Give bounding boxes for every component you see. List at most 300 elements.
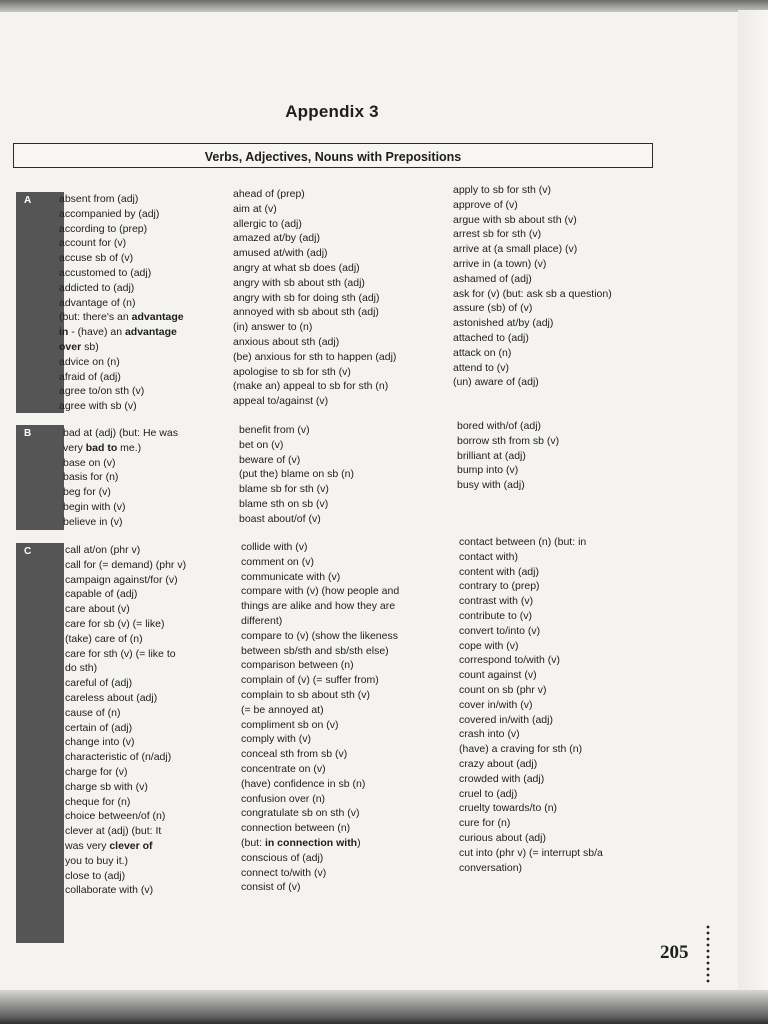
entry-text: charge for (v) [65, 765, 128, 778]
entry-text: call for (= demand) (phr v) [65, 558, 187, 571]
entry-line [241, 866, 399, 881]
entry-text: angry at what sb does (adj) [233, 261, 360, 274]
entry-text: beg for (v) [63, 486, 111, 499]
entry-text: confusion over (n) [241, 792, 326, 805]
entry-text: collide with (v) [241, 541, 308, 553]
entry-text: you to buy it.) [65, 854, 129, 867]
entry-line [59, 192, 184, 207]
entry-text: blame sb for sth (v) [239, 483, 329, 496]
entry-text: contact between (n) (but: in [459, 536, 587, 548]
page-title: Appendix 3 [285, 102, 379, 121]
entry-line [63, 470, 178, 485]
entry-line [65, 795, 186, 810]
entry-line [233, 261, 396, 276]
entry-text: content with (adj) [459, 565, 539, 578]
entry-line [241, 673, 399, 688]
entry-bold-text: in [59, 326, 69, 339]
entry-text: base on (v) [63, 456, 116, 469]
entry-line [65, 883, 186, 898]
entry-line [233, 217, 396, 232]
entry-text: contribute to (v) [459, 609, 532, 622]
entry-text: capable of (adj) [65, 588, 138, 601]
entry-text: accustomed to (adj) [59, 266, 152, 279]
entry-text: cut into (phr v) (= interrupt sb/a [459, 846, 603, 859]
entry-text: careless about (adj) [65, 691, 158, 704]
entry-text: ask for (v) (but: ask sb a question) [453, 287, 612, 300]
letter-tab-a [16, 192, 64, 413]
entry-line [459, 787, 603, 802]
entry-line [233, 291, 396, 306]
entry-text: complain of (v) (= suffer from) [241, 674, 379, 687]
section-banner [13, 143, 653, 168]
letter-tab-b [16, 425, 64, 530]
entry-line [453, 242, 612, 257]
entry-text: (but: [241, 836, 265, 849]
entry-line [233, 379, 396, 394]
entry-text: arrest sb for sth (v) [453, 228, 542, 241]
entry-line [453, 346, 612, 361]
entry-line [59, 236, 184, 251]
entry-text: contrast with (v) [459, 595, 534, 608]
entry-line [233, 202, 396, 217]
entry-text: (be) anxious for sth to happen (adj) [233, 350, 397, 363]
entry-text: conversation) [459, 861, 523, 874]
entry-line [59, 222, 184, 237]
entry-bold-text: over [59, 340, 82, 353]
entry-text: care for sth (v) (= like to [65, 647, 176, 660]
entry-bold-text: clever of [109, 839, 153, 852]
entry-bold-text: advantage [131, 311, 184, 324]
entry-line [65, 721, 186, 736]
entry-text: do sth) [65, 662, 98, 675]
entry-line [453, 375, 612, 390]
entry-line [239, 453, 354, 468]
entry-line [239, 497, 354, 512]
entry-text: addicted to (adj) [59, 281, 135, 294]
entry-text: (make an) appeal to sb for sth (n) [233, 380, 389, 393]
entry-line [459, 816, 603, 831]
entry-line [453, 272, 612, 287]
entry-text: appeal to/against (v) [233, 395, 329, 408]
entry-text: bet on (v) [239, 438, 284, 451]
entry-text: assure (sb) of (v) [453, 302, 533, 315]
entry-text: count against (v) [459, 669, 537, 682]
entry-text: consist of (v) [241, 881, 301, 894]
entry-text: compliment sb on (v) [241, 718, 339, 731]
entry-line [457, 419, 559, 434]
entry-text: anxious about sth (adj) [233, 335, 340, 348]
page-edge-dots [706, 924, 710, 984]
entry-text: comment on (v) [241, 555, 314, 568]
entry-text: cure for (n) [459, 817, 511, 830]
entry-line [65, 780, 186, 795]
entry-line [65, 691, 186, 706]
entry-text: (take) care of (n) [65, 632, 143, 645]
scan-edge-top [0, 0, 768, 12]
entry-text: covered in/with (adj) [459, 713, 553, 726]
entry-line [241, 570, 399, 585]
entry-line [459, 757, 603, 772]
entry-text: (have) confidence in sb (n) [241, 777, 366, 790]
entry-line [59, 384, 184, 399]
entry-line [241, 658, 399, 673]
entry-text: advice on (n) [59, 355, 120, 368]
scan-edge-bottom [0, 990, 768, 1024]
entry-text: amazed at/by (adj) [233, 232, 320, 245]
entry-line [453, 183, 612, 198]
entry-line [241, 644, 399, 659]
entry-line [241, 688, 399, 703]
entry-line [453, 301, 612, 316]
entry-text: absent from (adj) [59, 193, 139, 205]
entry-line [59, 340, 184, 355]
entry-text: congratulate sb on sth (v) [241, 807, 360, 820]
entry-line [241, 718, 399, 733]
entry-line [65, 587, 186, 602]
section-a-column-1 [59, 192, 184, 414]
entry-line [241, 806, 399, 821]
entry-text: (but: there's an [59, 311, 132, 324]
entry-line [233, 187, 396, 202]
entry-text: count on sb (phr v) [459, 683, 547, 696]
entry-text: benefit from (v) [239, 424, 310, 436]
entry-text: cover in/with (v) [459, 698, 533, 711]
section-c-column-2 [241, 540, 399, 895]
entry-line [65, 543, 186, 558]
entry-text: apologise to sb for sth (v) [233, 365, 351, 378]
entry-text: (= be annoyed at) [241, 703, 324, 716]
entry-text: angry with sb about sth (adj) [233, 276, 365, 289]
entry-text: ahead of (prep) [233, 188, 305, 200]
entry-line [65, 869, 186, 884]
entry-text: crazy about (adj) [459, 757, 538, 770]
entry-line [59, 325, 184, 340]
entry-text: account for (v) [59, 237, 127, 250]
entry-line [453, 287, 612, 302]
entry-bold-text: in connection with [264, 836, 358, 849]
entry-line [453, 316, 612, 331]
entry-text: attack on (n) [453, 346, 512, 359]
entry-line [453, 213, 612, 228]
entry-line [241, 836, 399, 851]
entry-line [59, 207, 184, 222]
entry-line [457, 463, 559, 478]
entry-line [459, 594, 603, 609]
entry-line [459, 683, 603, 698]
entry-text: crash into (v) [459, 728, 520, 741]
entry-text: busy with (adj) [457, 479, 525, 492]
entry-line [241, 777, 399, 792]
entry-line [59, 266, 184, 281]
entry-text: was very [65, 839, 110, 852]
entry-text: ashamed of (adj) [453, 272, 532, 285]
entry-text: between sb/sth and sb/sth else) [241, 644, 389, 657]
entry-text: attend to (v) [453, 361, 510, 374]
entry-line [65, 735, 186, 750]
entry-text: agree to/on sth (v) [59, 385, 145, 398]
entry-line [459, 801, 603, 816]
entry-line [65, 765, 186, 780]
entry-text: campaign against/for (v) [65, 573, 178, 586]
entry-line [459, 772, 603, 787]
entry-line [65, 706, 186, 721]
entry-line [453, 257, 612, 272]
entry-text: arrive at (a small place) (v) [453, 243, 578, 256]
entry-text: communicate with (v) [241, 570, 341, 583]
entry-text: things are alike and how they are [241, 600, 396, 613]
entry-text: ) [357, 836, 361, 849]
entry-text: afraid of (adj) [59, 370, 121, 383]
entry-line [239, 482, 354, 497]
entry-line [459, 742, 603, 757]
entry-text: (in) answer to (n) [233, 321, 313, 334]
entry-text: contact with) [459, 550, 518, 563]
entry-line [239, 512, 354, 527]
entry-line [233, 394, 396, 409]
entry-text: believe in (v) [63, 515, 123, 528]
entry-line [241, 614, 399, 629]
entry-line [453, 361, 612, 376]
entry-text: brilliant at (adj) [457, 449, 526, 462]
entry-text: comply with (v) [241, 733, 312, 746]
entry-text: cruelty towards/to (n) [459, 802, 558, 815]
entry-text: cheque for (n) [65, 795, 131, 808]
entry-line [453, 227, 612, 242]
entry-text: convert to/into (v) [459, 624, 541, 637]
section-c-column-1 [65, 543, 186, 898]
entry-line [59, 310, 184, 325]
entry-text: care about (v) [65, 603, 130, 616]
page-number: 205 [660, 942, 689, 963]
entry-line [241, 555, 399, 570]
entry-line [239, 423, 354, 438]
letter-label-c: C [24, 546, 32, 557]
entry-text: crowded with (adj) [459, 772, 545, 785]
banner-subtitle: Verbs, Adjectives, Nouns with Prepositions [204, 150, 462, 164]
entry-line [459, 609, 603, 624]
entry-text: connect to/with (v) [241, 866, 327, 879]
entry-text: apply to sb for sth (v) [453, 184, 552, 196]
entry-line [59, 355, 184, 370]
entry-line [459, 698, 603, 713]
entry-text: angry with sb for doing sth (adj) [233, 291, 380, 304]
entry-text: me.) [117, 441, 142, 454]
entry-line [453, 198, 612, 213]
entry-line [59, 370, 184, 385]
entry-text: arrive in (a town) (v) [453, 257, 547, 270]
entry-line [233, 320, 396, 335]
entry-line [233, 231, 396, 246]
entry-text: bump into (v) [457, 464, 519, 477]
entry-line [241, 762, 399, 777]
entry-line [459, 565, 603, 580]
entry-line [63, 441, 178, 456]
entry-line [63, 500, 178, 515]
entry-line [233, 350, 396, 365]
entry-line [63, 456, 178, 471]
entry-line [239, 438, 354, 453]
entry-line [459, 831, 603, 846]
entry-line [241, 629, 399, 644]
entry-text: contrary to (prep) [459, 580, 540, 593]
entry-text: correspond to/with (v) [459, 654, 560, 667]
scan-edge-right [738, 10, 768, 995]
entry-text: agree with sb (v) [59, 400, 137, 413]
entry-text: change into (v) [65, 736, 135, 749]
entry-line [65, 824, 186, 839]
entry-line [59, 399, 184, 414]
entry-text: conceal sth from sb (v) [241, 748, 348, 761]
section-b-column-2 [239, 423, 354, 527]
entry-line [241, 540, 399, 555]
entry-line [233, 246, 396, 261]
entry-line [459, 713, 603, 728]
entry-text: begin with (v) [63, 500, 126, 513]
letter-label-b: B [24, 428, 32, 439]
entry-text: cruel to (adj) [459, 787, 518, 800]
entry-text: compare to (v) (show the likeness [241, 629, 398, 642]
entry-text: clever at (adj) (but: It [65, 825, 162, 838]
entry-line [65, 573, 186, 588]
entry-line [65, 632, 186, 647]
entry-line [459, 579, 603, 594]
entry-line [459, 861, 603, 876]
entry-line [65, 558, 186, 573]
entry-line [459, 727, 603, 742]
entry-line [65, 839, 186, 854]
entry-text: careful of (adj) [65, 677, 133, 690]
entry-text: characteristic of (n/adj) [65, 751, 172, 764]
entry-line [459, 653, 603, 668]
section-a-column-2 [233, 187, 396, 409]
entry-line [457, 449, 559, 464]
entry-line [459, 846, 603, 861]
entry-text: argue with sb about sth (v) [453, 213, 577, 226]
entry-text: curious about (adj) [459, 831, 546, 844]
entry-text: care for sb (v) (= like) [65, 617, 165, 630]
entry-line [241, 732, 399, 747]
entry-text: connection between (n) [241, 822, 351, 835]
entry-line [453, 331, 612, 346]
entry-text: beware of (v) [239, 453, 301, 466]
entry-text: astonished at/by (adj) [453, 317, 554, 330]
entry-text: different) [241, 614, 283, 627]
entry-line [59, 281, 184, 296]
entry-line [65, 676, 186, 691]
entry-text: conscious of (adj) [241, 851, 324, 864]
entry-line [63, 485, 178, 500]
entry-line [233, 335, 396, 350]
entry-text: borrow sth from sb (v) [457, 434, 560, 447]
entry-line [459, 535, 603, 550]
entry-line [241, 747, 399, 762]
entry-line [65, 647, 186, 662]
entry-line [63, 426, 178, 441]
section-b-column-1 [63, 426, 178, 530]
entry-line [63, 515, 178, 530]
entry-text: allergic to (adj) [233, 217, 302, 230]
entry-line [241, 703, 399, 718]
entry-text: aim at (v) [233, 202, 277, 215]
entry-line [241, 880, 399, 895]
entry-text: (put the) blame on sb (n) [239, 468, 354, 481]
entry-text: certain of (adj) [65, 721, 133, 734]
entry-text: basis for (n) [63, 471, 119, 484]
entry-text: concentrate on (v) [241, 762, 326, 775]
entry-text: close to (adj) [65, 869, 126, 882]
entry-line [59, 296, 184, 311]
entry-line [241, 851, 399, 866]
entry-text: advantage of (n) [59, 296, 136, 309]
entry-line [65, 809, 186, 824]
entry-line [241, 792, 399, 807]
entry-text: bad at (adj) (but: He was [63, 427, 178, 439]
entry-text: blame sth on sb (v) [239, 497, 329, 510]
entry-text: compare with (v) (how people and [241, 585, 400, 598]
entry-text: attached to (adj) [453, 331, 529, 344]
entry-line [239, 467, 354, 482]
entry-line [233, 305, 396, 320]
entry-text: approve of (v) [453, 198, 518, 211]
entry-text: (un) aware of (adj) [453, 376, 539, 389]
section-c-column-3 [459, 535, 603, 875]
entry-line [65, 602, 186, 617]
entry-line [459, 624, 603, 639]
entry-line [457, 478, 559, 493]
entry-text: very [63, 441, 86, 454]
entry-line [65, 661, 186, 676]
entry-line [59, 251, 184, 266]
entry-line [241, 599, 399, 614]
entry-text: bored with/of (adj) [457, 420, 542, 432]
entry-text: - (have) an [68, 326, 125, 339]
entry-text: boast about/of (v) [239, 512, 321, 525]
entry-text: complain to sb about sth (v) [241, 688, 370, 701]
entry-text: cope with (v) [459, 639, 519, 652]
entry-bold-text: bad to [85, 441, 118, 454]
letter-label-a: A [24, 195, 32, 206]
section-b-column-3 [457, 419, 559, 493]
entry-line [65, 617, 186, 632]
letter-tab-c [16, 543, 64, 943]
entry-text: comparison between (n) [241, 659, 354, 672]
entry-line [457, 434, 559, 449]
entry-line [459, 550, 603, 565]
entry-text: call at/on (phr v) [65, 544, 141, 556]
entry-text: charge sb with (v) [65, 780, 148, 793]
entry-text: amused at/with (adj) [233, 247, 328, 260]
entry-text: choice between/of (n) [65, 810, 166, 823]
entry-line [459, 668, 603, 683]
entry-line [233, 365, 396, 380]
entry-line [65, 750, 186, 765]
entry-line [241, 821, 399, 836]
entry-text: according to (prep) [59, 222, 148, 235]
entry-line [241, 584, 399, 599]
entry-text: sb) [81, 340, 99, 353]
entry-line [233, 276, 396, 291]
entry-line [65, 854, 186, 869]
entry-text: collaborate with (v) [65, 884, 154, 897]
entry-text: accompanied by (adj) [59, 207, 160, 220]
entry-text: (have) a craving for sth (n) [459, 743, 583, 756]
entry-line [459, 639, 603, 654]
entry-text: accuse sb of (v) [59, 252, 134, 265]
entry-text: annoyed with sb about sth (adj) [233, 306, 379, 319]
entry-bold-text: advantage [124, 326, 177, 339]
entry-text: cause of (n) [65, 706, 121, 719]
section-a-column-3 [453, 183, 612, 390]
